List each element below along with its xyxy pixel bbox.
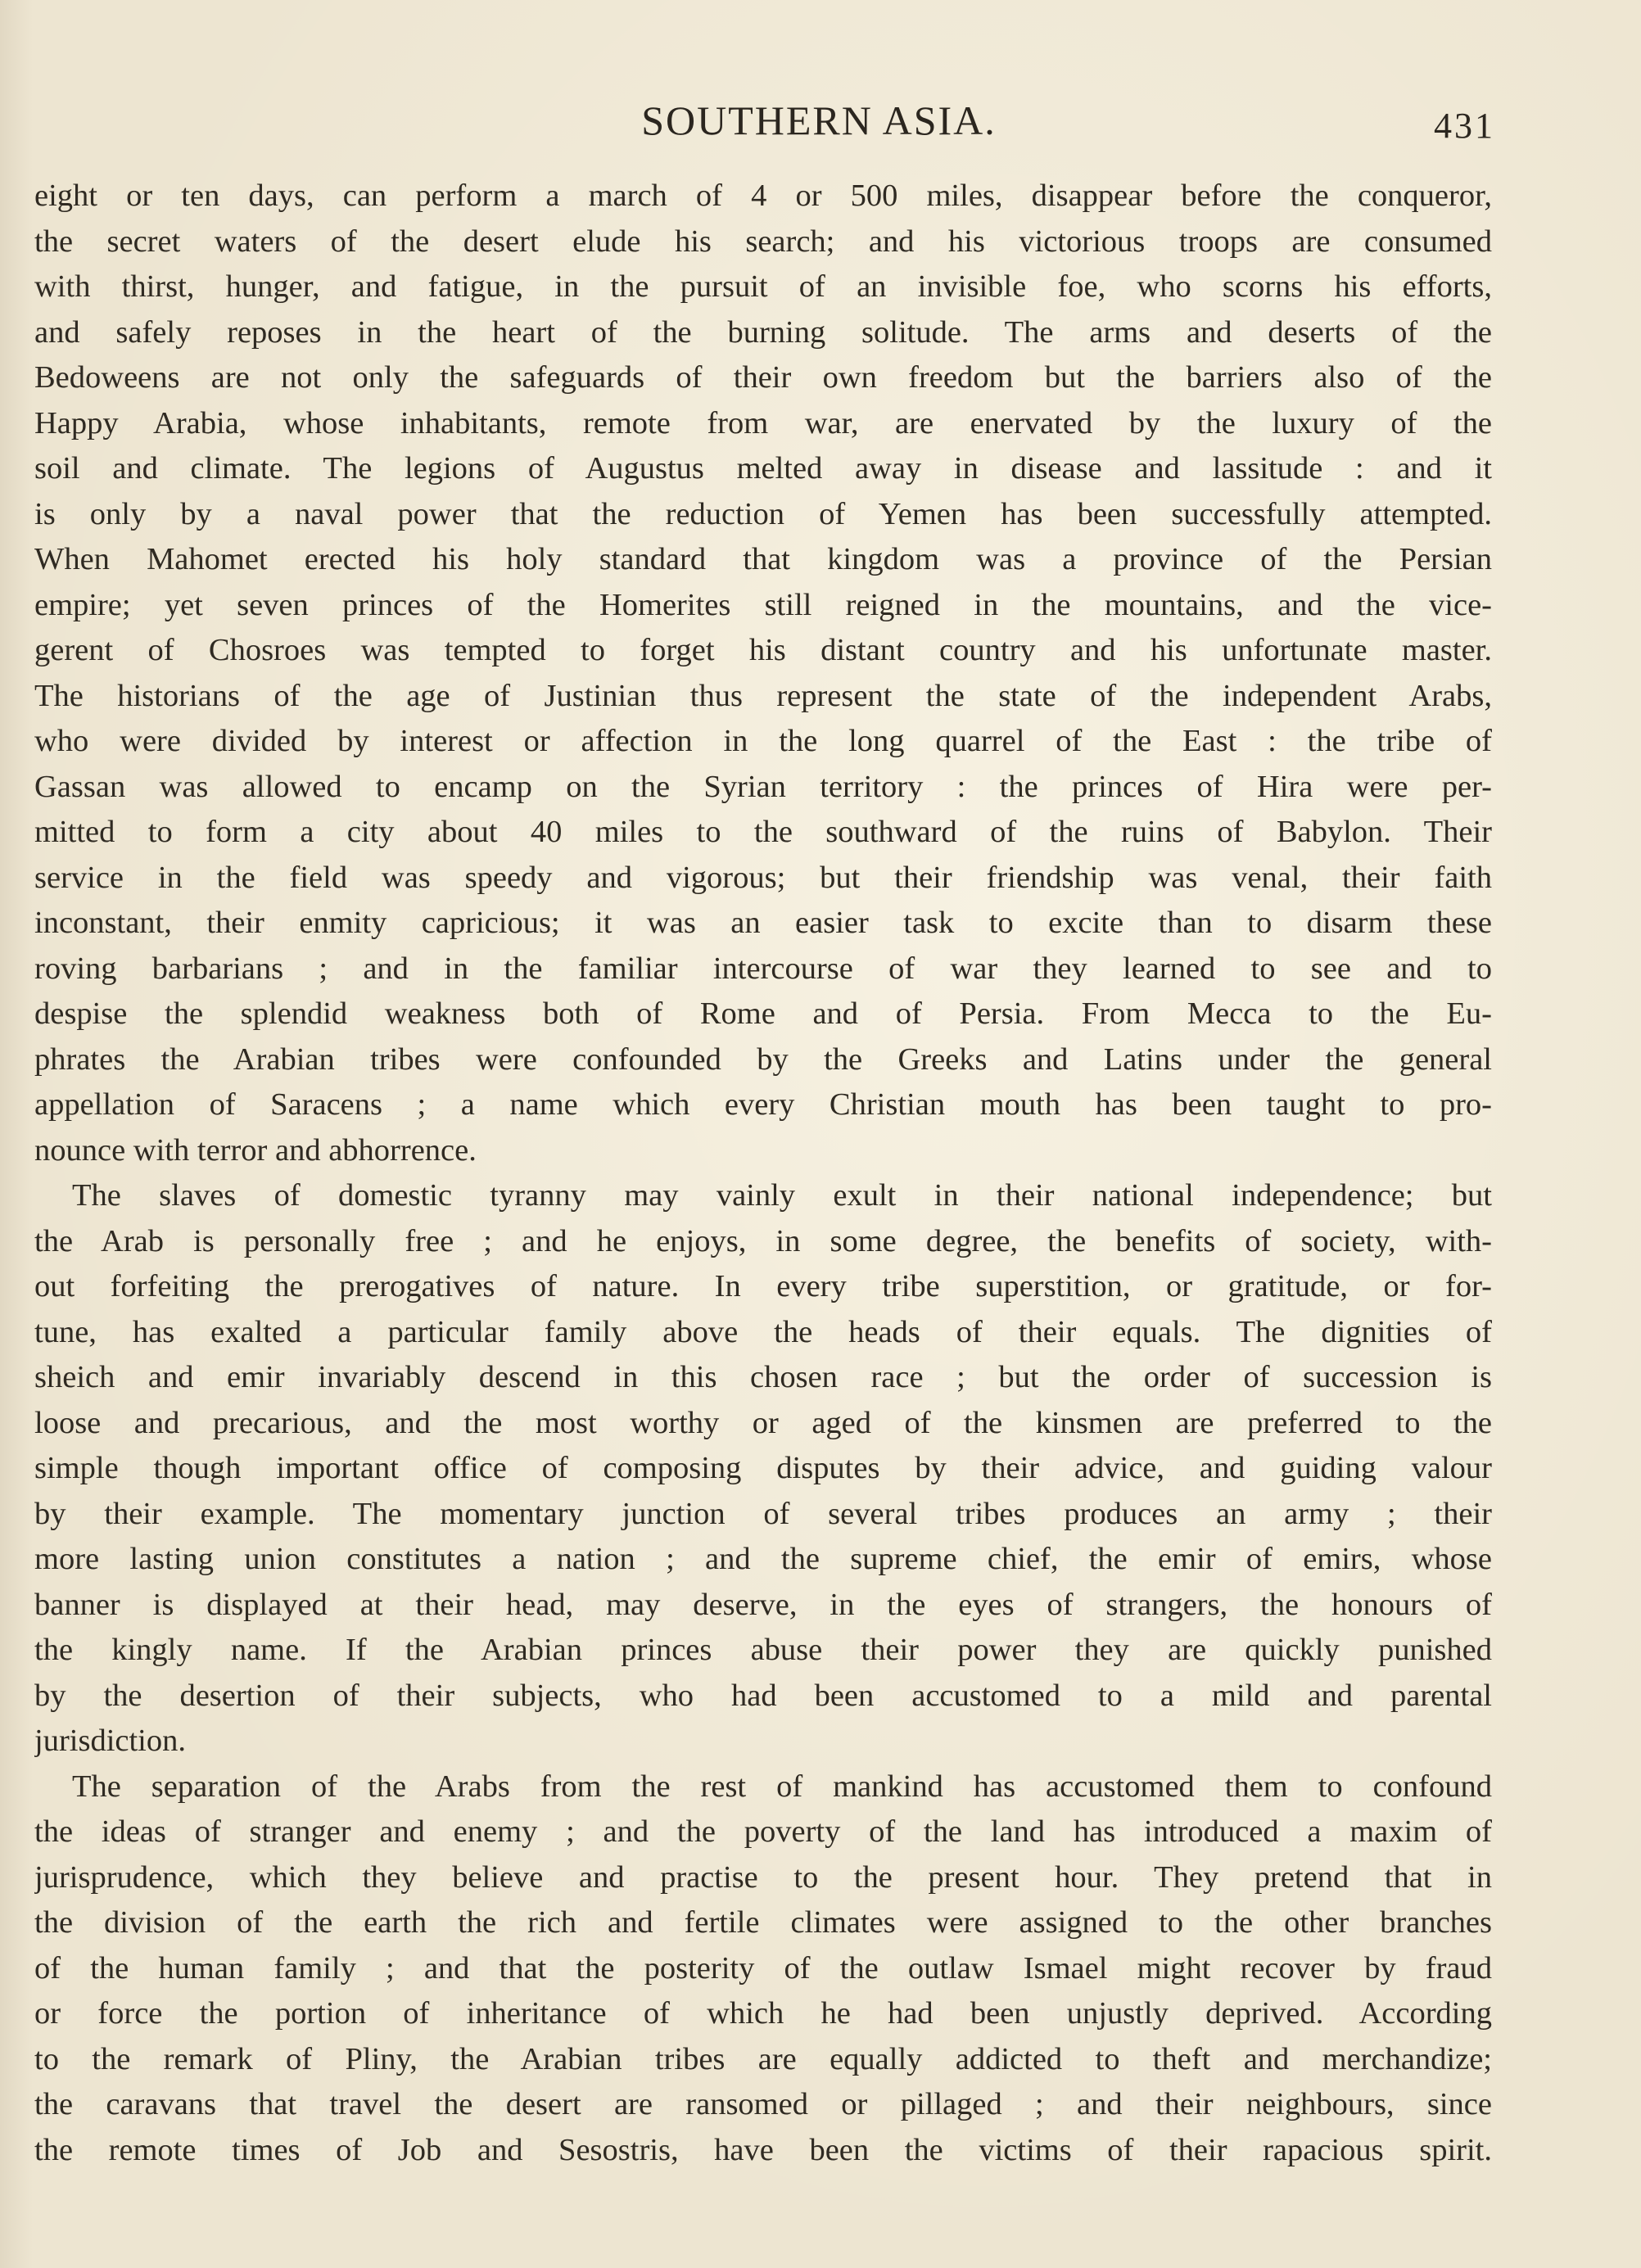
running-title: SOUTHERN ASIA.: [641, 97, 997, 143]
text-line: loose and precarious, and the most worthy or aged of the kinsmen are preferred to the: [34, 1405, 1492, 1440]
text-line: Gassan was allowed to encamp on the Syrian territory : the princes of Hira were per-: [34, 769, 1492, 804]
text-line: Bedoweens are not only the safeguards of their own freedom but the barriers also of the: [34, 360, 1492, 395]
text-line: by their example. The momentary junction of several tribes produces an army ; their: [34, 1496, 1492, 1531]
text-line: tune, has exalted a particular family above the heads of their equals. The dignities of: [34, 1314, 1492, 1349]
text-line: and safely reposes in the heart of the burning solitude. The arms and deserts of the: [34, 314, 1492, 350]
text-line: the ideas of stranger and enemy ; and the poverty of the land has introduced a maxim of: [34, 1814, 1492, 1849]
text-line: roving barbarians ; and in the familiar intercourse of war they learned to see and to: [34, 951, 1492, 986]
text-line: The historians of the age of Justinian thus represent the state of the independent Arabs,: [34, 678, 1492, 713]
text-line: more lasting union constitutes a nation ; and the supreme chief, the emir of emirs, whose: [34, 1542, 1492, 1576]
text-line: eight or ten days, can perform a march of 4 or 500 miles, disappear before the conqueror,: [34, 178, 1492, 213]
text-line: out forfeiting the prerogatives of nature. In every tribe superstition, or gratitude, or for-: [34, 1269, 1492, 1303]
text-line: The slaves of domestic tyranny may vainly exult in their national independence; but: [72, 1178, 1492, 1213]
text-line: phrates the Arabian tribes were confounded by the Greeks and Latins under the general: [34, 1041, 1492, 1077]
text-line: of the human family ; and that the posterity of the outlaw Ismael might recover by fraud: [34, 1950, 1492, 1986]
page-number: 431: [1434, 106, 1495, 146]
text-line: gerent of Chosroes was tempted to forget his distant country and his unfortunate master.: [34, 633, 1492, 667]
text-line: appellation of Saracens ; a name which every Christian mouth has been taught to pro-: [34, 1087, 1492, 1122]
text-line: who were divided by interest or affection in the long quarrel of the East : the tribe of: [34, 724, 1492, 758]
text-line: is only by a naval power that the reduction of Yemen has been successfully attempted.: [34, 496, 1492, 531]
text-line: simple though important office of composing disputes by their advice, and guiding valour: [34, 1451, 1492, 1485]
text-line: or force the portion of inheritance of which he had been unjustly deprived. According: [34, 1996, 1492, 2031]
text-line: by the desertion of their subjects, who had been accustomed to a mild and parental: [34, 1678, 1492, 1713]
text-line: the caravans that travel the desert are ransomed or pillaged ; and their neighbours, since: [34, 2087, 1492, 2121]
text-line: the secret waters of the desert elude his search; and his victorious troops are consumed: [34, 224, 1492, 259]
body-text: [34, 174, 1492, 2173]
text-line: with thirst, hunger, and fatigue, in the pursuit of an invisible foe, who scorns his efforts,: [34, 269, 1492, 304]
text-line: nounce with terror and abhorrence.: [34, 1132, 477, 1168]
text-line: When Mahomet erected his holy standard that kingdom was a province of the Persian: [34, 542, 1492, 576]
text-line: soil and climate. The legions of Augustus melted away in disease and lassitude : and it: [34, 451, 1492, 486]
text-line: banner is displayed at their head, may deserve, in the eyes of strangers, the honours of: [34, 1587, 1492, 1622]
text-line: jurisprudence, which they believe and practise to the present hour. They pretend that in: [34, 1859, 1492, 1895]
text-line: the division of the earth the rich and fertile climates were assigned to the other branches: [34, 1905, 1492, 1940]
text-line: sheich and emir invariably descend in this chosen race ; but the order of succession is: [34, 1360, 1492, 1394]
text-line: despise the splendid weakness both of Rome and of Persia. From Mecca to the Eu-: [34, 996, 1492, 1031]
text-line: service in the field was speedy and vigorous; but their friendship was venal, their faith: [34, 860, 1492, 895]
text-line: jurisdiction.: [34, 1724, 186, 1758]
text-line: the remote times of Job and Sesostris, have been the victims of their rapacious spirit.: [34, 2132, 1492, 2167]
text-line: mitted to form a city about 40 miles to the southward of the ruins of Babylon. Their: [34, 815, 1492, 849]
text-line: to the remark of Pliny, the Arabian tribes are equally addicted to theft and merchandize;: [34, 2041, 1492, 2076]
text-line: the kingly name. If the Arabian princes abuse their power they are quickly punished: [34, 1633, 1492, 1667]
text-line: The separation of the Arabs from the rest of mankind has accustomed them to confound: [72, 1769, 1492, 1804]
text-line: the Arab is personally free ; and he enjoys, in some degree, the benefits of society, with-: [34, 1223, 1492, 1258]
text-line: empire; yet seven princes of the Homerites still reigned in the mountains, and the vice-: [34, 587, 1492, 622]
text-line: Happy Arabia, whose inhabitants, remote from war, are enervated by the luxury of the: [34, 405, 1492, 440]
text-line: inconstant, their enmity capricious; it was an easier task to excite than to disarm these: [34, 906, 1492, 940]
